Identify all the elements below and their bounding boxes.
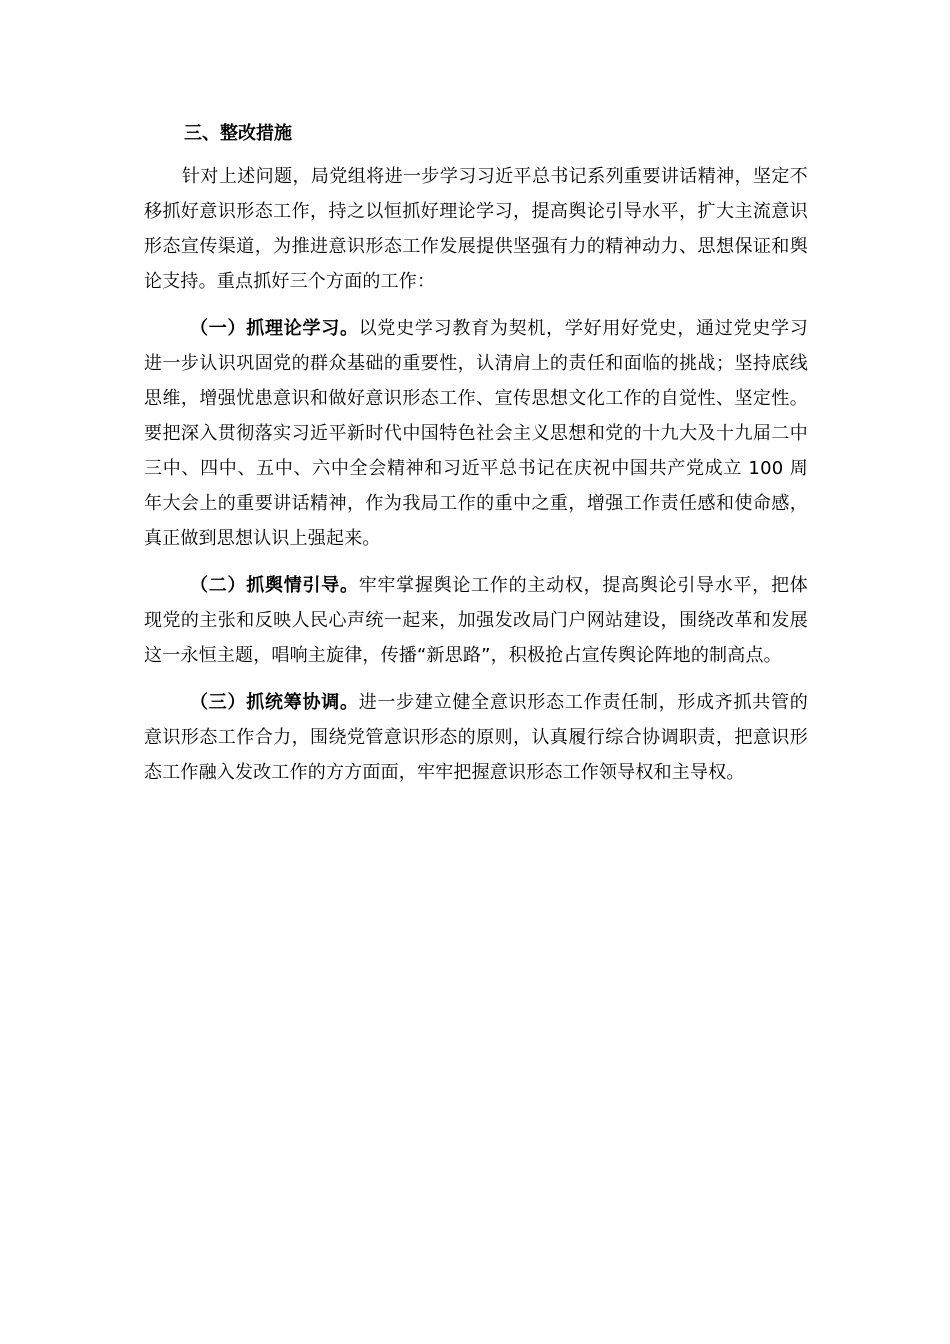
intro-paragraph: 针对上述问题，局党组将进一步学习习近平总书记系列重要讲话精神，坚定不移抓好意识形态工作，持之以恒抓好理论学习，提高舆论引导水平，扩大主流意识形态宣传渠道，为推进意识形态工作发展提供坚强有力的精神动力、思想保证和舆论支持。重点抓好三个方面的工作： [144,166,808,292]
item-3-text: 进一步建立健全意识形态工作责任制，形成齐抓共管的意识形态工作合力，围绕党管意识形态的原则，认真履行综合协调职责，把意识形态工作融入发改工作的方方面面，牢牢把握意识形态工作领导权和主导权。 [144,692,808,783]
item-2-lead: （二）抓舆情引导。 [190,575,359,596]
item-paragraph-1 [144,311,808,556]
item-1-text: 以党史学习教育为契机，学好用好党史，通过党史学习进一步认识巩固党的群众基础的重要性，认清肩上的责任和面临的挑战；坚持底线思维，增强忧患意识和做好意识形态工作、宣传思想文化工作的自觉性、坚定性。要把深入贯彻落实习近平新时代中国特色社会主义思想和党的十九大及十九届二中三中、四中、五中、六中全会精神和习近平总书记在庆祝中国共产党成立 100 周年大会上的重要讲话精神，作为我局工作的重中之重，增强工作责任感和使命感，真正做到思想认识上强起来。 [144,318,808,549]
item-paragraph-3 [144,685,808,790]
item-paragraph-2 [144,568,808,673]
document-body [144,119,808,802]
item-3-lead: （三）抓统筹协调。 [190,692,359,713]
section-heading: 三、整改措施 [184,123,292,144]
item-2-text: 牢牢掌握舆论工作的主动权，提高舆论引导水平，把体现党的主张和反映人民心声统一起来，加强发改局门户网站建设，围绕改革和发展这一永恒主题，唱响主旋律，传播“新思路”，积极抢占宣传舆论阵地的制高点。 [144,575,808,666]
item-1-lead: （一）抓理论学习。 [190,318,359,339]
